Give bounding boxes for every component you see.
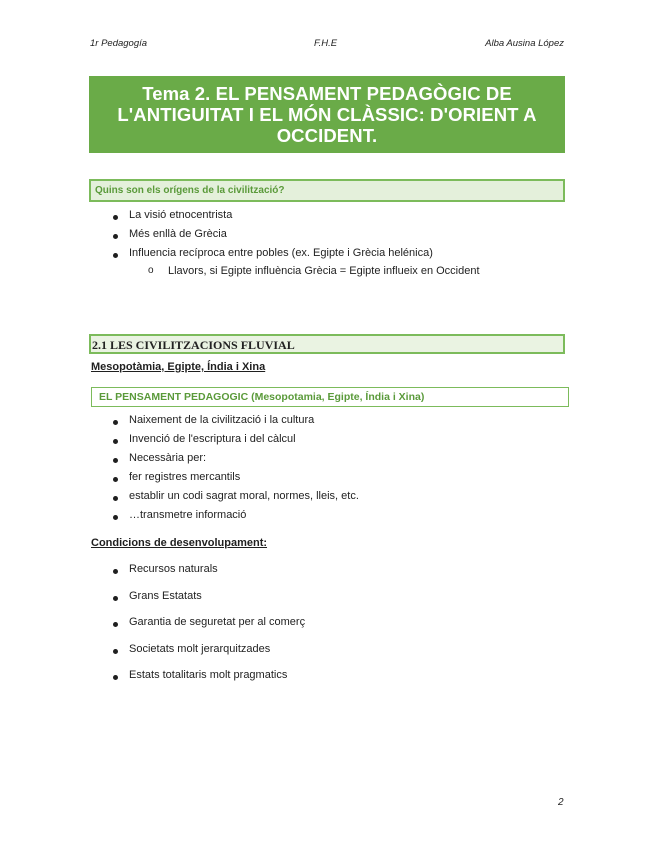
bullet-icon [113, 496, 118, 501]
bullet-icon [113, 439, 118, 444]
bullet-icon [113, 215, 118, 220]
bullet-icon [113, 234, 118, 239]
bullet-icon [113, 569, 118, 574]
bullet-icon [113, 458, 118, 463]
civilizations-subheading: Mesopotàmia, Egipte, Índia i Xina [91, 361, 266, 373]
bullet-icon [113, 515, 118, 520]
document-page: 1r Pedagogía F.H.E Alba Ausina López Tema 2. EL PENSAMENT PEDAGÒGIC DE L'ANTIGUITAT I EL MÓN CLÀSSIC: D'ORIENT A OCCIDENT. Quins son els orígens de la civilització? La visió etnocentrista Més enllà de Grècia Influencia recíproca entre pobles (ex. Egipte i Grècia helénica) o Llavors, si Egipte influència Grècia = Egipte influeix en Occident 2.1 LES CIVILITZACIONS FLUVIAL Mesopotàmia, Egipte, Índia i Xina EL PENSAMENT PEDAGOGIC (Mesopotamia, Egipte, Índia i Xina) Naixement de la civilització i la cultura Invenció de l'escriptura i del càlcul Necessària per: fer registres mercantils establir un codi sagrat moral, normes, lleis, etc. …transmetre informació Condicions de desenvolupament: Recursos naturals Grans Estatats Garantia de seguretat per al comerç Societats molt jerarquitzades Estats totalitaris molt pragmatics 2 [0, 0, 655, 848]
header-subject: F.H.E [314, 38, 338, 49]
pensament-heading-box [91, 387, 569, 407]
bullet-icon [113, 596, 118, 601]
page-number: 2 [558, 797, 564, 808]
circle-bullet-icon: o [148, 265, 154, 276]
section-2-1-heading-box [89, 334, 565, 354]
bullet-icon [113, 649, 118, 654]
bullet-icon [113, 253, 118, 258]
bullet-icon [113, 675, 118, 680]
header-author: Alba Ausina López [485, 38, 564, 49]
conditions-heading: Condicions de desenvolupament: [91, 537, 268, 549]
bullet-icon [113, 420, 118, 425]
section-2-1-heading: 2.1 LES CIVILITZACIONS FLUVIAL [92, 338, 295, 352]
question-heading: Quins son els orígens de la civilització? [95, 185, 285, 196]
page-title: Tema 2. EL PENSAMENT PEDAGÒGIC DE L'ANTIGUITAT I EL MÓN CLÀSSIC: D'ORIENT A OCCIDENT. [117, 83, 537, 146]
title-banner [89, 76, 565, 153]
bullet-icon [113, 477, 118, 482]
pensament-heading: EL PENSAMENT PEDAGOGIC (Mesopotamia, Egipte, Índia i Xina) [99, 391, 425, 403]
question-heading-box [89, 179, 565, 202]
header-course: 1r Pedagogía [90, 38, 148, 49]
bullet-icon [113, 622, 118, 627]
